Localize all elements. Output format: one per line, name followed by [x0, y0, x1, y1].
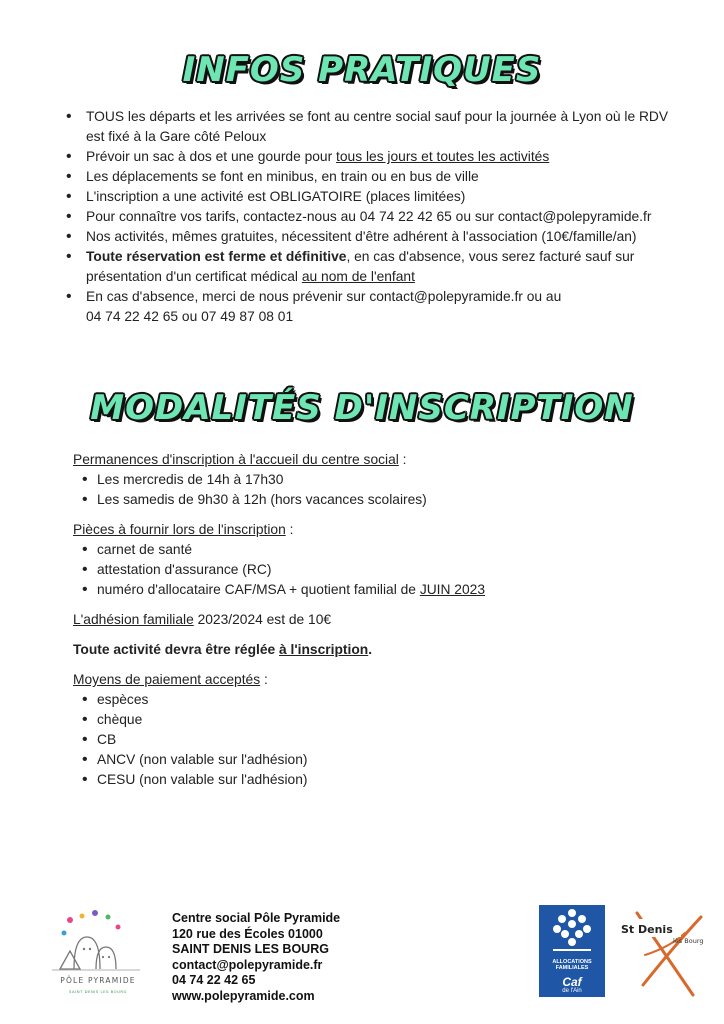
reglement-line: Toute activité devra être réglée à l'inscription. [73, 642, 373, 657]
list-item: • Les déplacements se font en minibus, en train ou en bus de ville [64, 167, 684, 187]
footer-email: contact@polepyramide.fr [172, 957, 323, 972]
caf-emblem-icon [539, 905, 605, 957]
list-item: • En cas d'absence, merci de nous prévenir sur contact@polepyramide.fr ou au 04 74 22 42 65 ou 07 49 87 08 01 [64, 287, 684, 327]
footer-address: 120 rue des Écoles 01000 [172, 926, 323, 941]
list-item: • TOUS les départs et les arrivées se font au centre social sauf pour la journée à Lyon où le RDV est fixé à la Gare côté Peloux [64, 107, 684, 147]
paiement-list [73, 690, 673, 790]
pieces-list [73, 540, 673, 600]
list-item: • CB [73, 730, 673, 750]
list-item: • attestation d'assurance (RC) [73, 560, 673, 580]
logo-name: PÔLE PYRAMIDE [60, 976, 136, 985]
caf-sub: de l'Ain [562, 988, 582, 994]
list-item: • L'inscription a une activité est OBLIGATOIRE (places limitées) [64, 187, 684, 207]
stdenis-main: St Denis [621, 923, 673, 936]
footer-phone: 04 74 22 42 65 [172, 973, 256, 988]
list-item: • Pour connaître vos tarifs, contactez-nous au 04 74 22 42 65 ou sur contact@polepyramide.fr [64, 207, 684, 227]
paiement-title: Moyens de paiement acceptés : [73, 672, 268, 687]
heading-infos-pratiques: INFOS PRATIQUES [182, 50, 542, 90]
list-item: • ANCV (non valable sur l'adhésion) [73, 750, 673, 770]
list-item: • espèces [73, 690, 673, 710]
footer-city: SAINT DENIS LES BOURG [172, 942, 329, 957]
permanences-title: Permanences d'inscription à l'accueil du centre social : [73, 452, 407, 467]
list-item: • CESU (non valable sur l'adhésion) [73, 770, 673, 790]
infos-list [64, 107, 684, 327]
pole-pyramide-logo [40, 907, 158, 1007]
stdenis-sub: lès Bourg [673, 937, 704, 945]
permanences-list [73, 470, 673, 510]
list-item: • Prévoir un sac à dos et une gourde pour tous les jours et toutes les activités [64, 147, 684, 167]
logo-sub: SAINT DENIS LES BOURG [69, 989, 127, 994]
caf-label: ALLOCATIONS FAMILIALES [552, 959, 592, 971]
list-item: • numéro d'allocataire CAF/MSA + quotient familial de JUIN 2023 [73, 580, 673, 600]
footer-org-name: Centre social Pôle Pyramide [172, 911, 341, 925]
caf-name: Caf [562, 975, 582, 989]
list-item: • Toute réservation est ferme et définitive, en cas d'absence, vous serez facturé sauf sur présentation d'un certificat médical au nom de l'enfant [64, 247, 684, 287]
list-item: • Les samedis de 9h30 à 12h (hors vacances scolaires) [73, 490, 673, 510]
list-item: • chèque [73, 710, 673, 730]
footer-contact [172, 911, 340, 1005]
list-item: • carnet de santé [73, 540, 673, 560]
footer-website: www.polepyramide.com [172, 988, 315, 1003]
pieces-title: Pièces à fournir lors de l'inscription : [73, 522, 294, 537]
list-item: • Nos activités, mêmes gratuites, nécessitent d'être adhérent à l'association (10€/famille/an) [64, 227, 684, 247]
list-item: • Les mercredis de 14h à 17h30 [73, 470, 673, 490]
st-denis-logo [615, 905, 715, 1000]
adhesion-line: L'adhésion familiale 2023/2024 est de 10€ [73, 612, 332, 627]
heading-modalites-inscription: MODALITÉS D'INSCRIPTION [90, 388, 634, 428]
caf-logo [539, 905, 605, 997]
modalites-section [73, 450, 673, 790]
